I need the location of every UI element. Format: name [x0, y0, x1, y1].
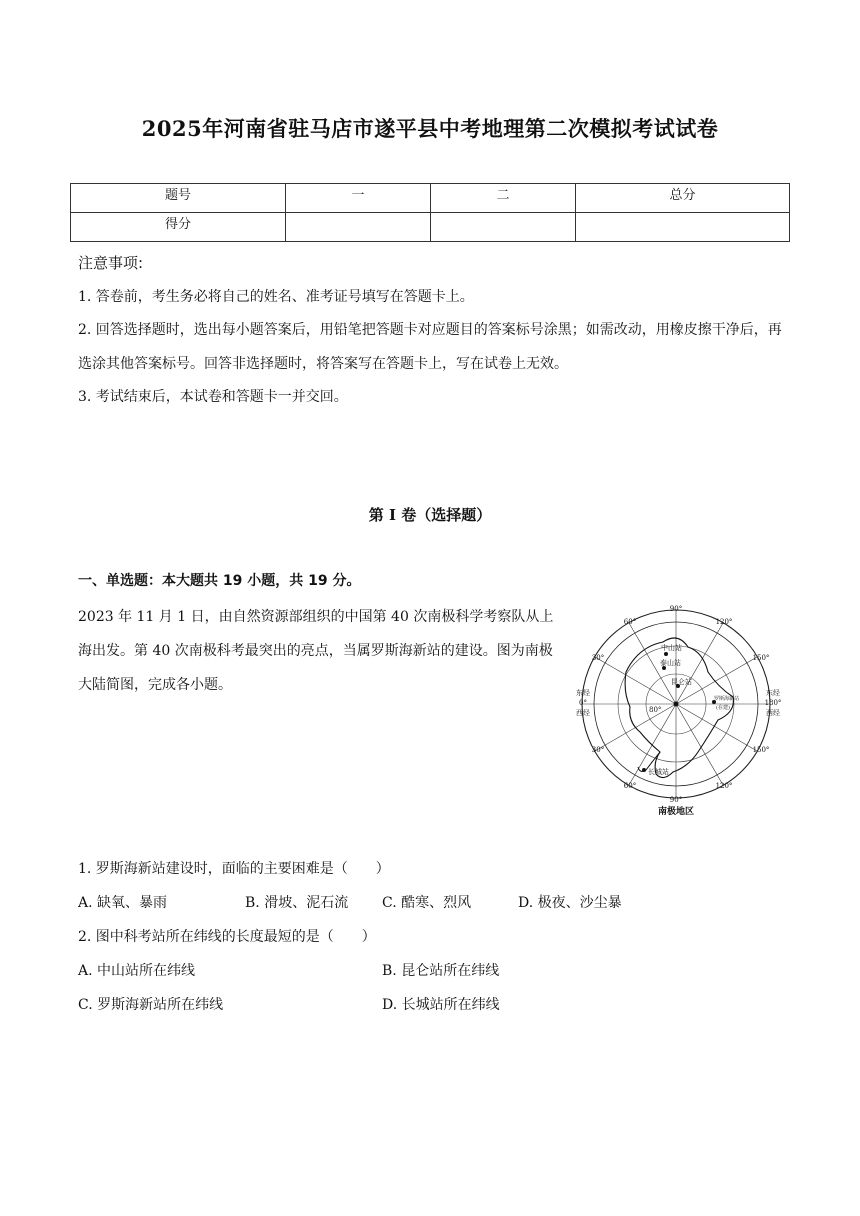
station-label: 罗斯海新站	[714, 696, 740, 702]
answer-option[interactable]: A. 中山站所在纬线	[78, 963, 196, 979]
answer-option[interactable]: B. 昆仑站所在纬线	[382, 963, 500, 979]
longitude-label: 0°	[579, 699, 587, 707]
longitude-label: 东经	[766, 689, 780, 697]
answer-option[interactable]: C. 酷寒、烈风	[382, 895, 472, 911]
section-title: 第 I 卷（选择题）	[368, 506, 492, 524]
longitude-label: 150°	[752, 654, 770, 662]
score-table-row	[71, 213, 790, 242]
question-stem: 2. 图中科考站所在纬线的长度最短的是（ ）	[78, 929, 376, 945]
longitude-label: 60°	[623, 618, 637, 626]
notice-item: 1. 答卷前，考生务必将自己的姓名、准考证号填写在答题卡上。	[78, 289, 474, 305]
longitude-label: 120°	[715, 782, 733, 790]
longitude-label: 东经	[576, 689, 590, 697]
longitude-label: 西经	[766, 709, 780, 717]
answer-option[interactable]: D. 长城站所在纬线	[382, 997, 500, 1013]
score-cell	[286, 213, 431, 242]
station-label: 昆仑站	[671, 678, 692, 686]
longitude-label: 90°	[669, 796, 683, 804]
longitude-label: 西经	[576, 709, 590, 717]
station-label: (在建)	[716, 705, 730, 711]
score-cell	[431, 213, 576, 242]
score-header-cell: 题号	[71, 184, 286, 213]
answer-option[interactable]: C. 罗斯海新站所在纬线	[78, 997, 224, 1013]
station-label: 泰山站	[660, 659, 681, 667]
longitude-label: 150°	[752, 746, 770, 754]
question-intro: 2023 年 11 月 1 日，由自然资源部组织的中国第 40 次南极科学考察队从上海出发。第 40 次南极科考最突出的亮点，当属罗斯海新站的建设。图为南极大陆简图，完成各小题。	[78, 609, 554, 693]
antarctica-map	[568, 602, 790, 818]
notice-item: 2. 回答选择题时，选出每小题答案后，用铅笔把答题卡对应题目的答案标号涂黑；如需改动，用橡皮擦干净后，再选涂其他答案标号。回答非选择题时，将答案写在答题卡上，写在试卷上无效。	[78, 322, 782, 372]
score-header-cell: 二	[431, 184, 576, 213]
score-table-header-row	[71, 184, 790, 213]
score-header-cell: 总分	[576, 184, 790, 213]
longitude-label: 30°	[591, 746, 605, 754]
notice-title: 注意事项:	[78, 254, 144, 272]
question-stem: 1. 罗斯海新站建设时，面临的主要困难是（ ）	[78, 861, 390, 877]
longitude-label: 120°	[715, 618, 733, 626]
notice-item: 3. 考试结束后，本试卷和答题卡一并交回。	[78, 389, 348, 405]
longitude-label: 30°	[591, 654, 605, 662]
part-title: 一、单选题：本大题共 19 小题，共 19 分。	[78, 573, 361, 589]
exam-title: 2025年河南省驻马店市遂平县中考地理第二次模拟考试试卷	[141, 116, 719, 141]
score-cell	[576, 213, 790, 242]
longitude-label: 180°	[764, 699, 782, 707]
station-label: 长城站	[648, 768, 669, 776]
longitude-label: 90°	[669, 605, 683, 613]
longitude-label: 60°	[623, 782, 637, 790]
latitude-label: 80°	[649, 706, 662, 714]
map-caption: 南极地区	[657, 807, 695, 817]
station-label: 中山站	[661, 644, 682, 652]
answer-option[interactable]: B. 滑坡、泥石流	[245, 895, 349, 911]
score-table	[70, 183, 790, 242]
answer-option[interactable]: A. 缺氧、暴雨	[78, 895, 168, 911]
score-row-label: 得分	[71, 213, 286, 242]
answer-option[interactable]: D. 极夜、沙尘暴	[518, 895, 622, 911]
score-header-cell: 一	[286, 184, 431, 213]
